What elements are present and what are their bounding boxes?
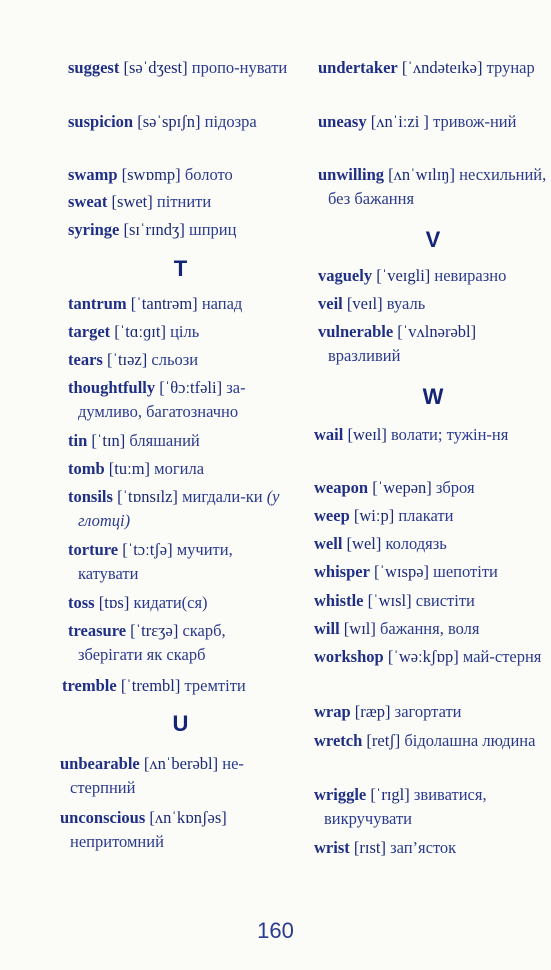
translation: плакати	[398, 506, 454, 525]
translation: болото	[184, 165, 233, 184]
headword: weep	[314, 506, 350, 525]
entry-treasure	[68, 619, 293, 667]
section-letter-t: T	[173, 256, 188, 281]
translation: тривож-ний	[433, 112, 517, 131]
entry-weep	[314, 504, 548, 528]
transcription: [swet]	[111, 192, 153, 211]
section-letter-w: W	[422, 384, 444, 409]
translation: ціль	[170, 322, 200, 341]
transcription: [ˈtɒnsɪlz]	[117, 487, 178, 506]
translation: звиватися, викручувати	[324, 785, 487, 828]
entry-tonsils	[68, 485, 293, 533]
headword: swamp	[68, 165, 118, 184]
transcription: [swɒmp]	[121, 165, 181, 184]
headword: tears	[68, 350, 103, 369]
transcription: [ˈwɪsl]	[367, 591, 412, 610]
translation: зап’ясток	[390, 838, 457, 857]
translation: кидати(ся)	[133, 593, 208, 612]
section-letter-u: U	[172, 711, 189, 736]
transcription: [ˈθɔːtfəli]	[159, 378, 223, 397]
transcription: [ˈtantrəm]	[130, 294, 198, 313]
headword: target	[68, 322, 111, 341]
translation: колодязь	[385, 534, 447, 553]
headword: wretch	[314, 731, 363, 750]
entry-toss	[68, 591, 293, 615]
translation: шприц	[189, 220, 237, 239]
headword: undertaker	[318, 58, 398, 77]
translation: вразливий	[328, 346, 401, 365]
entry-tin	[68, 429, 293, 453]
transcription: [wɪl]	[343, 619, 376, 638]
transcription: [rɪst]	[353, 838, 386, 857]
headword: whistle	[314, 591, 364, 610]
entry-whisper	[314, 560, 548, 584]
transcription: [ˈwepən]	[372, 478, 432, 497]
translation: бляшаний	[129, 431, 200, 450]
headword: tonsils	[68, 487, 113, 506]
entry-wriggle	[314, 783, 548, 831]
transcription: [veɪl]	[346, 294, 383, 313]
transcription: [ˈvʌlnərəbl]	[397, 322, 477, 341]
translation: несхильний, без бажання	[328, 165, 547, 208]
entry-weapon	[314, 476, 548, 500]
headword: wrist	[314, 838, 350, 857]
headword: unbearable	[60, 754, 140, 773]
entry-whistle	[314, 589, 548, 613]
transcription: [tuːm]	[108, 459, 151, 478]
translation: зброя	[435, 478, 475, 497]
entry-wrap	[314, 700, 548, 724]
transcription: [ˈtɔːtʃə]	[122, 540, 173, 559]
transcription: [ˈtrembl]	[120, 676, 181, 695]
translation: тремтіти	[184, 676, 246, 695]
entry-undertaker	[318, 56, 548, 80]
headword: suggest	[68, 58, 120, 77]
translation: скарб, зберігати як скарб	[78, 621, 226, 664]
translation: свистіти	[415, 591, 475, 610]
transcription: [retʃ]	[366, 731, 401, 750]
transcription: [tɒs]	[98, 593, 130, 612]
headword: torture	[68, 540, 119, 559]
entry-veil	[318, 292, 548, 316]
transcription: [ˈwɪspə]	[374, 562, 430, 581]
headword: tomb	[68, 459, 105, 478]
entry-workshop	[314, 645, 548, 669]
transcription: [weɪl]	[347, 425, 387, 444]
transcription: [ʌnˈberəbl]	[143, 754, 219, 773]
translation: вуаль	[386, 294, 426, 313]
headword: toss	[68, 593, 95, 612]
translation: бідолашна людина	[404, 731, 536, 750]
entry-target	[68, 320, 293, 344]
headword: suspicion	[68, 112, 134, 131]
translation: сльози	[151, 350, 199, 369]
entry-wrist	[314, 836, 548, 860]
translation: мучити, катувати	[78, 540, 233, 583]
entry-thoughtfully	[68, 376, 293, 424]
translation: підозра	[204, 112, 257, 131]
translation: трунар	[486, 58, 535, 77]
entry-well	[314, 532, 548, 556]
entry-vaguely	[318, 264, 548, 288]
entry-tomb	[68, 457, 293, 481]
headword: tantrum	[68, 294, 127, 313]
entry-suggest	[68, 56, 293, 80]
headword: whisper	[314, 562, 370, 581]
translation: не-стерпний	[70, 754, 244, 797]
translation: могила	[154, 459, 205, 478]
entry-tears	[68, 348, 293, 372]
translation: непритомний	[70, 832, 164, 851]
headword: syringe	[68, 220, 120, 239]
entry-torture	[68, 538, 293, 586]
transcription: [səˈdʒest]	[123, 58, 188, 77]
section-letter-v: V	[425, 227, 441, 252]
transcription: [ˈtɪəz]	[106, 350, 148, 369]
headword: vulnerable	[318, 322, 394, 341]
transcription: [ˈveɪgli]	[376, 266, 431, 285]
entry-uneasy	[318, 110, 548, 134]
entry-wretch	[314, 729, 548, 753]
headword: treasure	[68, 621, 127, 640]
entry-vulnerable	[318, 320, 548, 368]
entry-wail	[314, 423, 548, 447]
translation: пропо-нувати	[191, 58, 288, 77]
entry-sweat	[68, 190, 293, 214]
translation: бажання, воля	[380, 619, 480, 638]
transcription: [ˈrɪgl]	[370, 785, 410, 804]
translation: шепотіти	[433, 562, 498, 581]
entry-unbearable	[60, 752, 293, 800]
usage-note: (у глотці)	[78, 487, 280, 530]
headword: unconscious	[60, 808, 146, 827]
translation: мигдали-ки	[182, 487, 263, 506]
headword: unwilling	[318, 165, 385, 184]
transcription: [ˈtrɛʒə]	[130, 621, 179, 640]
headword: tremble	[62, 676, 117, 695]
entry-unconscious	[60, 806, 293, 854]
entry-swamp	[68, 163, 293, 187]
entry-tantrum	[68, 292, 293, 316]
transcription: [sɪˈrɪndʒ]	[123, 220, 185, 239]
translation: за-думливо, багатозначно	[78, 378, 246, 421]
headword: wrap	[314, 702, 351, 721]
headword: thoughtfully	[68, 378, 156, 397]
headword: uneasy	[318, 112, 367, 131]
translation: май-стерня	[462, 647, 542, 666]
transcription: [ˈʌndəteɪkə]	[401, 58, 483, 77]
transcription: [ʌnˈiːzi ]	[370, 112, 429, 131]
translation: напад	[201, 294, 243, 313]
entry-suspicion	[68, 110, 293, 134]
transcription: [ˈtɪn]	[91, 431, 126, 450]
headword: wail	[314, 425, 344, 444]
entry-will	[314, 617, 548, 641]
entry-unwilling	[318, 163, 548, 211]
entry-syringe	[68, 218, 293, 242]
page-number: 160	[257, 918, 294, 943]
transcription: [ˈwəːkʃɒp]	[387, 647, 459, 666]
headword: veil	[318, 294, 343, 313]
headword: weapon	[314, 478, 369, 497]
transcription: [ʌnˈwɪlɪŋ]	[388, 165, 455, 184]
transcription: [ræp]	[354, 702, 391, 721]
headword: tin	[68, 431, 88, 450]
translation: пітнити	[156, 192, 212, 211]
headword: sweat	[68, 192, 108, 211]
headword: wriggle	[314, 785, 367, 804]
transcription: [ʌnˈkɒnʃəs]	[149, 808, 227, 827]
transcription: [wel]	[346, 534, 382, 553]
headword: will	[314, 619, 340, 638]
translation: загортати	[394, 702, 462, 721]
entry-tremble	[62, 674, 293, 698]
headword: well	[314, 534, 343, 553]
headword: workshop	[314, 647, 384, 666]
translation: невиразно	[434, 266, 507, 285]
transcription: [ˈtɑːɡɪt]	[114, 322, 166, 341]
transcription: [wiːp]	[353, 506, 395, 525]
headword: vaguely	[318, 266, 373, 285]
transcription: [səˈspɪʃn]	[137, 112, 201, 131]
translation: волати; тужін-ня	[391, 425, 509, 444]
